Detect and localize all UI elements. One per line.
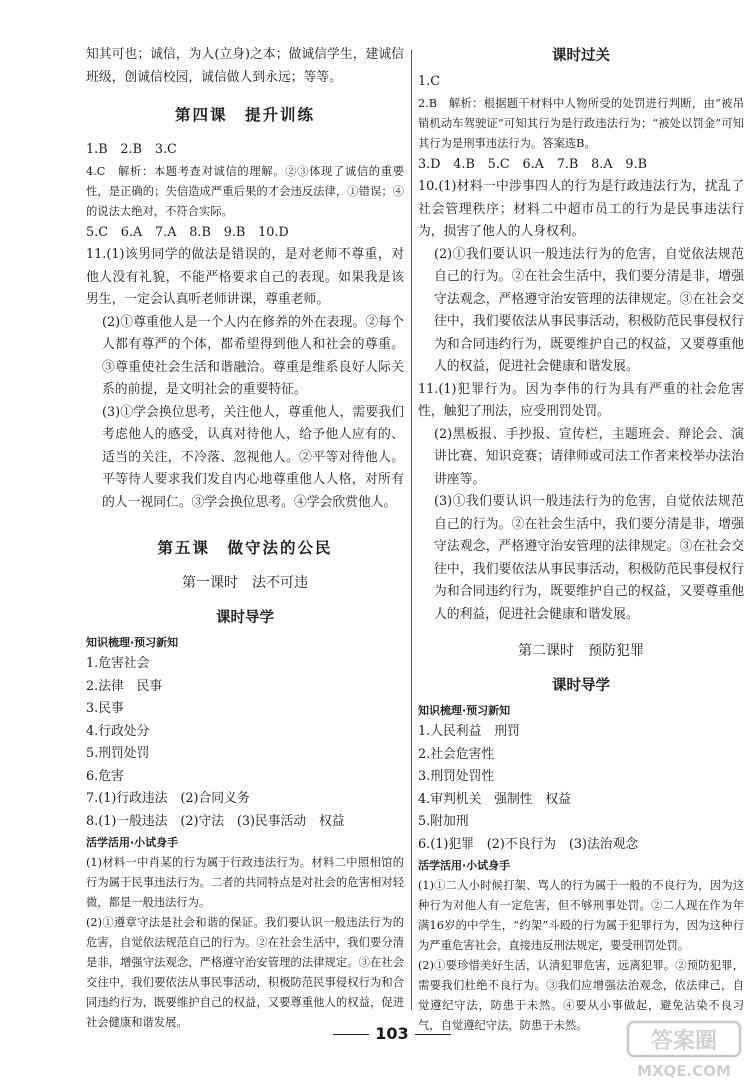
review-tag: 知识梳理·预习新知 bbox=[418, 704, 511, 717]
r-answer-3-9: 3.D 4.B 5.C 6.A 7.B 8.A 9.B bbox=[418, 156, 647, 172]
r-answer-10-1: 10.(1)材料一中涉事四人的行为是行政违法行为，扰乱了社会管理秩序；材料二中超市员工的行为是民事违法行为，损害了他人的人身权利。 bbox=[418, 179, 744, 239]
period-label: 第一课时 bbox=[182, 575, 238, 591]
practice-answer-2: (2)①遵章守法是社会和谐的保证。我们要认识一般违法行为的危害，自觉依法规范自己的行为。②在社会生活中，我们要分清是非，增强守法观念，严格遵守治安管理的法律规定。③在社会交往中，我们要依法从事民事活动，积极防范民事侵权行为和合同违约行为，既要维护自己的权益，又要尊重他人的权益，促进社会健康和谐发展。 bbox=[86, 916, 404, 1029]
page-number: 103 bbox=[327, 1024, 457, 1043]
lesson5-period1-heading bbox=[86, 572, 404, 592]
l4-answer-11-2: (2)①尊重他人是一个人内在修养的外在表现。②每个人都有尊严的个体，都希望得到他人和社会的尊重。③尊重使社会生活和谐融洽。尊重是维系良好人际关系的前提，是文明社会的重要特征。 bbox=[102, 314, 404, 397]
l4-answer-11-1: 11.(1)该男同学的做法是错误的，是对老师不尊重，对他人没有礼貌，不能严格要求自己的表现。如果我是该男生，一定会认真听老师讲课，尊重老师。 bbox=[86, 247, 404, 307]
period2-heading bbox=[418, 640, 744, 660]
review-item-1: 1.人民利益 刑罚 bbox=[418, 724, 520, 739]
review-item-8: 8.(1)一般违法 (2)守法 (3)民事活动 权益 bbox=[86, 813, 345, 829]
column-divider bbox=[411, 50, 412, 1010]
practice-answer-1: (1)①二人小时候打架、骂人的行为属于一般的不良行为，因为这种行为对他人有一定危害，但不够刑事处罚。②二人现在作为年满16岁的中学生，“约架”斗殴的行为属于犯罪行为，因为这种行为严重危害社会，直接违反刑法规定，要受刑罚处罚。 bbox=[418, 879, 744, 952]
svg-text:答案圈: 答案圈 bbox=[650, 1029, 718, 1054]
review-item-2: 2.法律 民事 bbox=[86, 678, 163, 694]
l4-answer-5-10: 5.C 6.A 7.A 8.B 9.B 10.D bbox=[86, 224, 289, 240]
review-item-4: 4.行政处分 bbox=[86, 723, 150, 739]
lesson4-title: 第四课 提升训练 bbox=[174, 105, 315, 124]
review-section-title: 课时过关 bbox=[552, 47, 610, 64]
r-answer-1: 1.C bbox=[418, 74, 441, 89]
r-answer-11-2: (2)黑板报、手抄报、宣传栏，主题班会、辩论会、演讲比赛、知识竞赛；请律师或司法工作者来校举办法治讲座等。 bbox=[434, 426, 744, 487]
svg-text:MXQE.COM: MXQE.COM bbox=[637, 1062, 731, 1080]
practice-tag: 活学活用·小试身手 bbox=[86, 836, 179, 849]
practice-answer-1: (1)材料一中肖某的行为属于行政违法行为。材料二中照相馆的行为属于民事违法行为。二者的共同特点是对社会的危害相对轻微，都是一般违法行为。 bbox=[86, 856, 404, 909]
review-item-3: 3.刑罚处罚性 bbox=[418, 769, 495, 784]
review-item-6: 6.危害 bbox=[86, 768, 124, 784]
period-topic: 法不可违 bbox=[252, 575, 308, 591]
guide-heading: 课时导学 bbox=[552, 677, 610, 694]
review-item-3: 3.民事 bbox=[86, 701, 124, 716]
review-item-7: 7.(1)行政违法 (2)合同义务 bbox=[86, 791, 250, 806]
guide-heading: 课时导学 bbox=[216, 609, 274, 626]
right-column bbox=[418, 44, 744, 1036]
review-tag: 知识梳理·预习新知 bbox=[86, 636, 179, 649]
left-column bbox=[86, 44, 404, 1033]
watermark-logo-icon bbox=[622, 1018, 747, 1084]
lesson5-title: 第五课 做守法的公民 bbox=[157, 538, 333, 557]
review-item-2: 2.社会危害性 bbox=[418, 746, 495, 762]
r-answer-10-2: (2)①我们要认识一般违法行为的危害，自觉依法规范自己的行为。②在社会生活中，我们要分清是非，增强守法观念，严格遵守治安管理的法律规定。③在社会交往中，我们要依法从事民事活动，积极防范民事侵权行为和合同违约行为，既要维护自己的权益，又要尊重他人的权益，促进社会健康和谐发展。 bbox=[434, 246, 744, 374]
review-item-1: 1.危害社会 bbox=[86, 656, 150, 671]
r-answer-11-1: 11.(1)犯罪行为。因为李伟的行为具有严重的社会危害性，触犯了刑法，应受刑罚处罚。 bbox=[418, 381, 744, 419]
l4-answer-4: 4.C 解析：本题考查对诚信的理解。②③体现了诚信的重要性，是正确的；失信造成严重后果的才会违反法律，①错误；④的说法太绝对，不符合实际。 bbox=[86, 164, 404, 218]
r-answer-11-3: (3)①我们要认识一般违法行为的危害，自觉依法规范自己的行为。②在社会生活中，我们要分清是非，增强守法观念，严格遵守治安管理的法律规定。③在社会交往中，我们要依法从事民事活动，积极防范民事侵权行为和合同违约行为，既要维护自己的权益，又要尊重他人的利益，促进社会健康和谐发展。 bbox=[434, 494, 744, 622]
practice-tag: 活学活用·小试身手 bbox=[418, 859, 511, 872]
l4-answer-11-3: (3)①学会换位思考，关注他人，尊重他人，需要我们考虑他人的感受，认真对待他人，给予他人应有的、适当的关注，不冷落、忽视他人。②平等对待他人。平等待人要求我们发自内心地尊重他人人格，对所有的人一视同仁。③学会换位思考。④学会欣赏他人。 bbox=[102, 404, 404, 510]
review-item-4: 4.审判机关 强制性 权益 bbox=[418, 791, 571, 807]
review-item-5: 5.刑罚处罚 bbox=[86, 746, 150, 761]
review-item-5: 5.附加刑 bbox=[418, 814, 469, 829]
practice-answer-2: (2)①要珍惜美好生活，认清犯罪危害，远离犯罪。②预防犯罪，需要我们杜绝不良行为。③我们应增强法治观念，依法律己，自觉遵纪守法，防患于未然。④要从小事做起，避免沾染不良习气，自觉遵纪守法，防患于未然。 bbox=[418, 959, 744, 1032]
l4-answer-1-3: 1.B 2.B 3.C bbox=[86, 142, 177, 157]
r-answer-2: 2.B 解析：根据题干材料中人物所受的处罚进行判断，由“被吊销机动车驾驶证”可知其行为是行政违法行为；“被处以罚金”可知其行为是刑事违法行为。答案选B。 bbox=[418, 96, 744, 150]
review-item-6: 6.(1)犯罪 (2)不良行为 (3)法治观念 bbox=[418, 836, 639, 852]
intro-paragraph: 知其可也；诚信，为人(立身)之本；做诚信学生，建诚信班级，创诚信校园，诚信做人到永远；等等。 bbox=[86, 47, 404, 85]
period-topic: 预防犯罪 bbox=[588, 643, 644, 659]
period-label: 第二课时 bbox=[518, 643, 574, 659]
